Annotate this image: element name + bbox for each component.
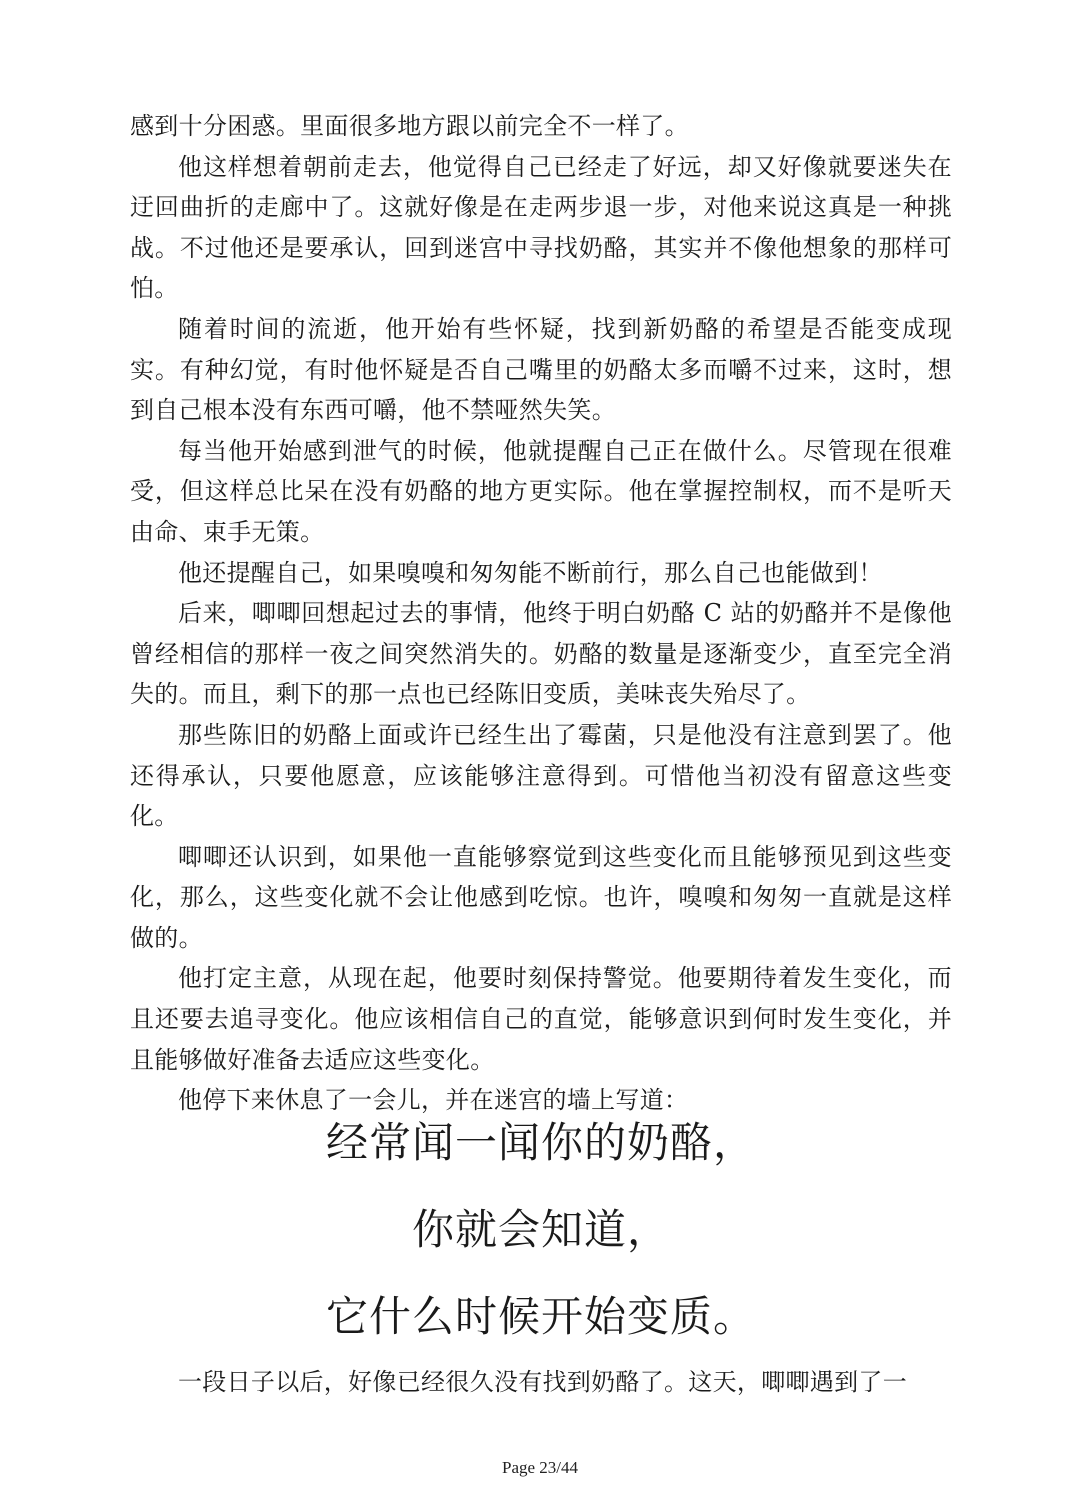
tail-text [130,1362,952,1403]
paragraph: 他这样想着朝前走去，他觉得自己已经走了好远，却又好像就要迷失在迂回曲折的走廊中了。这就好像是在走两步退一步，对他来说这真是一种挑战。不过他还是要承认，回到迷宫中寻找奶酪，其实并不像他想象的那样可怕。 [130,152,952,303]
body-text [130,106,952,1121]
paragraph: 他停下来休息了一会儿，并在迷宫的墙上写道： [178,1086,689,1115]
paragraph: 他打定主意，从现在起，他要时刻保持警觉。他要期待着发生变化，而且还要去追寻变化。他应该相信自己的直觉，能够意识到何时发生变化，并且能够做好准备去适应这些变化。 [130,964,952,1074]
inscription-line-3: 它什么时候开始变质。 [325,1292,756,1341]
paragraph: 感到十分困惑。里面很多地方跟以前完全不一样了。 [130,112,689,140]
paragraph: 后来，唧唧回想起过去的事情，他终于明白奶酪 C 站的奶酪并不是像他曾经相信的那样一夜之间突然消失的。奶酪的数量是逐渐变少，直至完全消失的。而且，剩下的那一点也已经陈旧变质，美味丧失殆尽了。 [130,599,952,709]
paragraph: 每当他开始感到泄气的时候，他就提醒自己正在做什么。尽管现在很难受，但这样总比呆在没有奶酪的地方更实际。他在掌握控制权，而不是听天由命、束手无策。 [130,436,952,546]
paragraph: 唧唧还认识到，如果他一直能够察觉到这些变化而且能够预见到这些变化，那么，这些变化就不会让他感到吃惊。也许，嗅嗅和匆匆一直就是这样做的。 [130,842,952,952]
paragraph: 他还提醒自己，如果嗅嗅和匆匆能不断前行，那么自己也能做到！ [178,558,883,587]
page-number: Page 23/44 [501,1458,579,1477]
inscription-line-2: 你就会知道， [411,1205,670,1254]
paragraph: 随着时间的流逝，他开始有些怀疑，找到新奶酪的希望是否能变成现实。有种幻觉，有时他怀疑是否自己嘴里的奶酪太多而嚼不过来，这时，想到自己根本没有东西可嚼，他不禁哑然失笑。 [130,314,952,425]
paragraph: 那些陈旧的奶酪上面或许已经生出了霉菌，只是他没有注意到罢了。他还得承认，只要他愿意，应该能够注意得到。可惜他当初没有留意这些变化。 [130,720,952,831]
inscription-line-1: 经常闻一闻你的奶酪， [325,1118,756,1167]
paragraph: 一段日子以后，好像已经很久没有找到奶酪了。这天，唧唧遇到了一 [178,1368,907,1396]
